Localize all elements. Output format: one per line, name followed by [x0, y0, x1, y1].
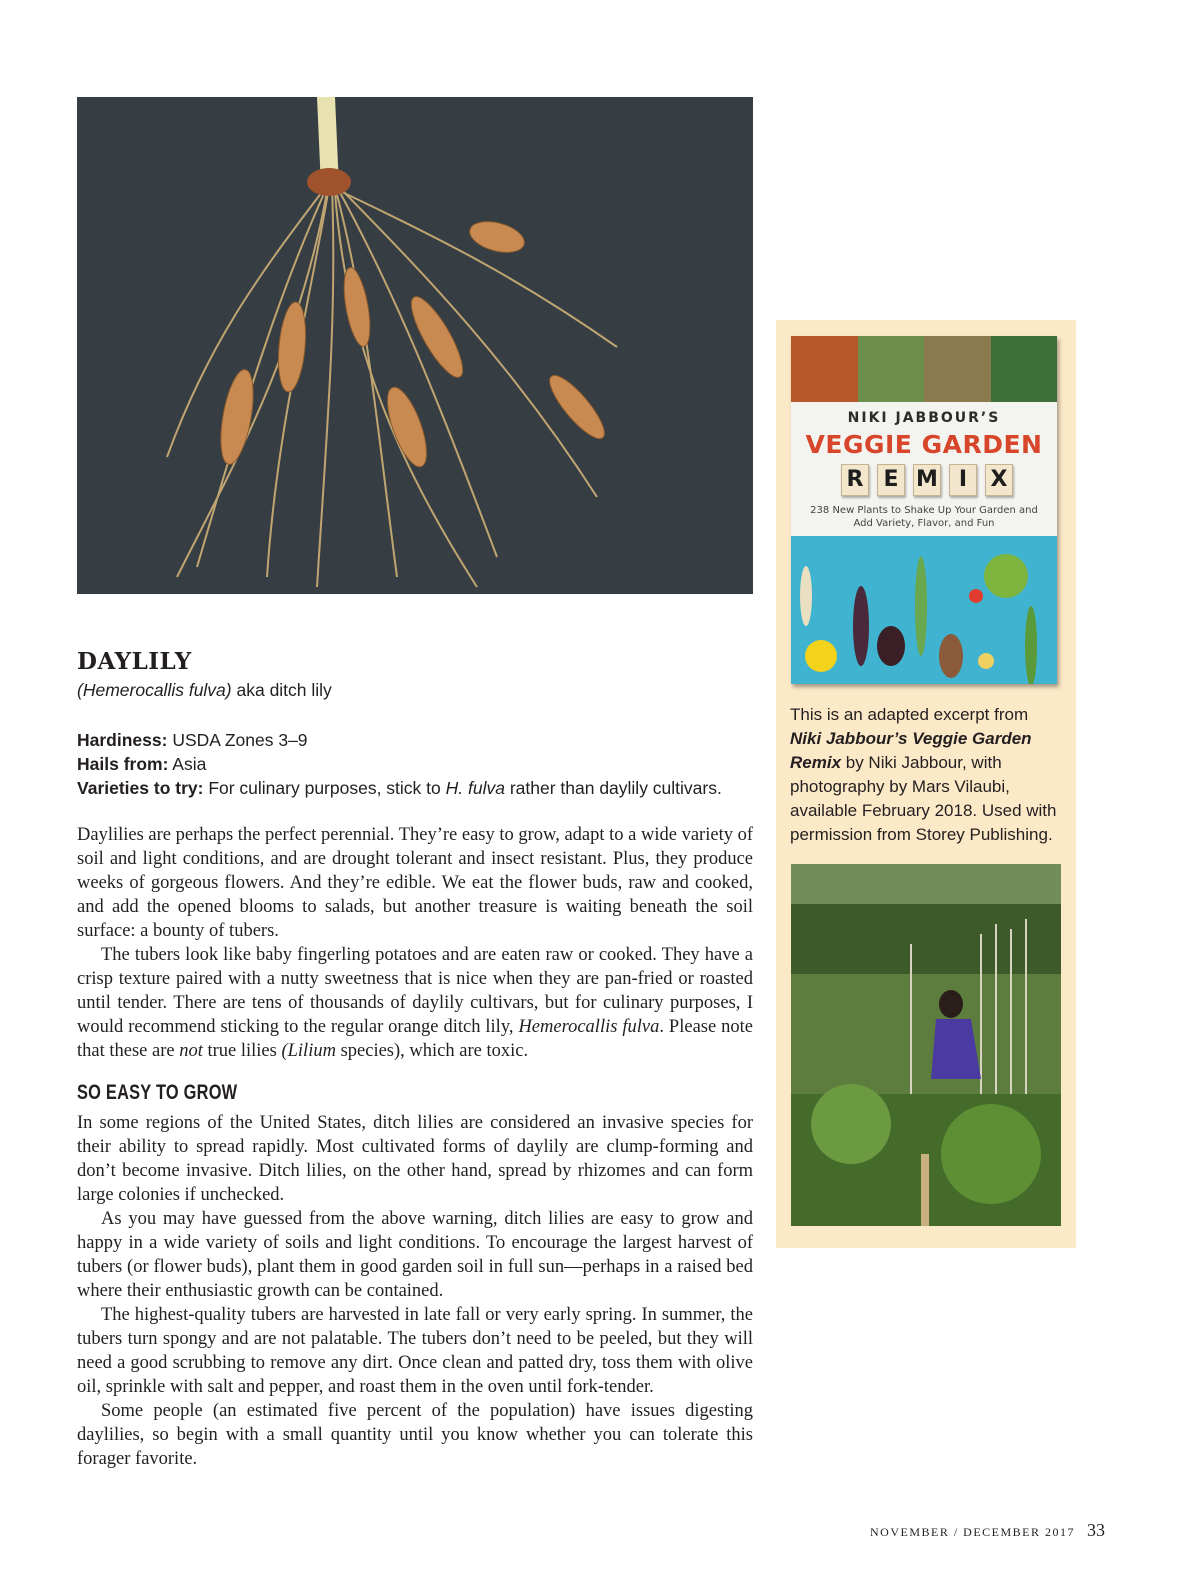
fact-value: Asia: [168, 754, 207, 774]
fact-varieties: [77, 776, 753, 800]
fact-value: rather than daylily cultivars.: [504, 778, 722, 798]
section-heading: SO EASY TO GROW: [77, 1081, 238, 1104]
daylily-tubers-photo: [77, 97, 753, 594]
fact-hardiness: [77, 728, 753, 752]
common-name: aka ditch lily: [231, 680, 332, 700]
paragraph-text: . Please note that these are: [77, 1017, 753, 1061]
cover-author: NIKI JABBOUR’S: [847, 410, 1001, 426]
garden-photo: [791, 864, 1061, 1226]
cover-title: VEGGIE GARDEN: [805, 430, 1043, 459]
cover-tile: I: [949, 464, 977, 496]
cover-photo-strip: [791, 336, 1057, 402]
plant-facts: [77, 728, 753, 800]
scientific-name-italic: (Hemerocallis fulva): [77, 680, 232, 700]
caption-text: by Niki Jabbour, with photography by Mars Vilaubi, available February 2018. Used with permission from Storey Publishing.: [790, 753, 1057, 844]
cover-tile: E: [877, 464, 905, 496]
paragraph-italic: Hemerocallis fulva: [518, 1017, 660, 1037]
fact-label: Varieties to try:: [77, 778, 204, 798]
caption-text: This is an adapted excerpt from: [790, 705, 1029, 724]
fact-value: For culinary purposes, stick to: [203, 778, 446, 798]
fact-label: Hails from:: [77, 754, 169, 774]
cover-tile: M: [913, 464, 941, 496]
cover-subtitle: 238 New Plants to Shake Up Your Garden and Add Variety, Flavor, and Fun: [810, 505, 1038, 529]
body-paragraph: Some people (an estimated five percent of the population) have issues digesting daylilies, so begin with a small quantity until you know whether you can tolerate this forager favorite.: [77, 1401, 753, 1469]
body-paragraph: As you may have guessed from the above warning, ditch lilies are easy to grow and happy in a wide variety of soils and light conditions. To encourage the largest harvest of tubers (or flower buds), plant them in good garden soil in full sun—perhaps in a raised bed where their enthusiastic growth can be contained.: [77, 1209, 753, 1301]
caption-book-title: Niki Jabbour’s Veggie Garden Remix: [790, 729, 1032, 772]
book-cover: [791, 336, 1057, 684]
cover-tile: R: [841, 464, 869, 496]
article-title: DAYLILY: [77, 648, 192, 675]
body-paragraph: [77, 943, 753, 1063]
paragraph-italic: (Lilium: [281, 1041, 336, 1061]
body-paragraph: In some regions of the United States, ditch lilies are considered an invasive species for their ability to spread rapidly. Most cultivated forms of daylily are clump-forming and don’t become invasive. Ditch lilies, on the other hand, spread by rhizomes and can form large colonies if unchecked.: [77, 1113, 753, 1205]
body-paragraph: The highest-quality tubers are harvested in late fall or very early spring. In summer, the tubers turn spongy and are not palatable. The tubers don’t need to be peeled, but they will need a good scrubbing to remove any dirt. Once clean and patted dry, toss them with olive oil, sprinkle with salt and pepper, and roast them in the oven until fork-tender.: [77, 1305, 753, 1397]
body-paragraph: Daylilies are perhaps the perfect perennial. They’re easy to grow, adapt to a wide variety of soil and light conditions, and are drought tolerant and insect resistant. Plus, they produce weeks of gorgeous flowers. And they’re edible. We eat the flower buds, raw and cooked, and add the opened blooms to salads, but another treasure is waiting beneath the soil surface: a bounty of tubers.: [77, 825, 753, 941]
sidebar-caption: [790, 703, 1062, 847]
cover-tile: X: [985, 464, 1013, 496]
paragraph-text: true lilies: [202, 1041, 282, 1061]
intro-section: [77, 823, 753, 1063]
fact-hails-from: [77, 752, 753, 776]
cover-tiles: [841, 464, 1013, 496]
page-footer: [870, 1520, 1105, 1541]
paragraph-italic: not: [179, 1041, 203, 1061]
grow-section: [77, 1111, 753, 1471]
fact-value: USDA Zones 3–9: [167, 730, 308, 750]
cover-vegetables-image: [791, 536, 1057, 684]
issue-date: NOVEMBER / DECEMBER 2017: [869, 1525, 1075, 1539]
paragraph-text: species), which are toxic.: [335, 1041, 529, 1061]
paragraph-text: The tubers look like baby fingerling potatoes and are eaten raw or cooked. They have a crisp texture paired with a nutty sweetness that is nice when they are pan-fried or roasted until tender. There are tens of thousands of daylily cultivars, but for culinary purposes, I would recommend sticking to the regular orange ditch lily,: [77, 945, 753, 1037]
sidebar: [776, 320, 1076, 1248]
fact-label: Hardiness:: [77, 730, 168, 750]
page-number: 33: [1087, 1520, 1105, 1540]
fact-value-italic: H. fulva: [445, 778, 505, 798]
scientific-name: [77, 680, 753, 701]
